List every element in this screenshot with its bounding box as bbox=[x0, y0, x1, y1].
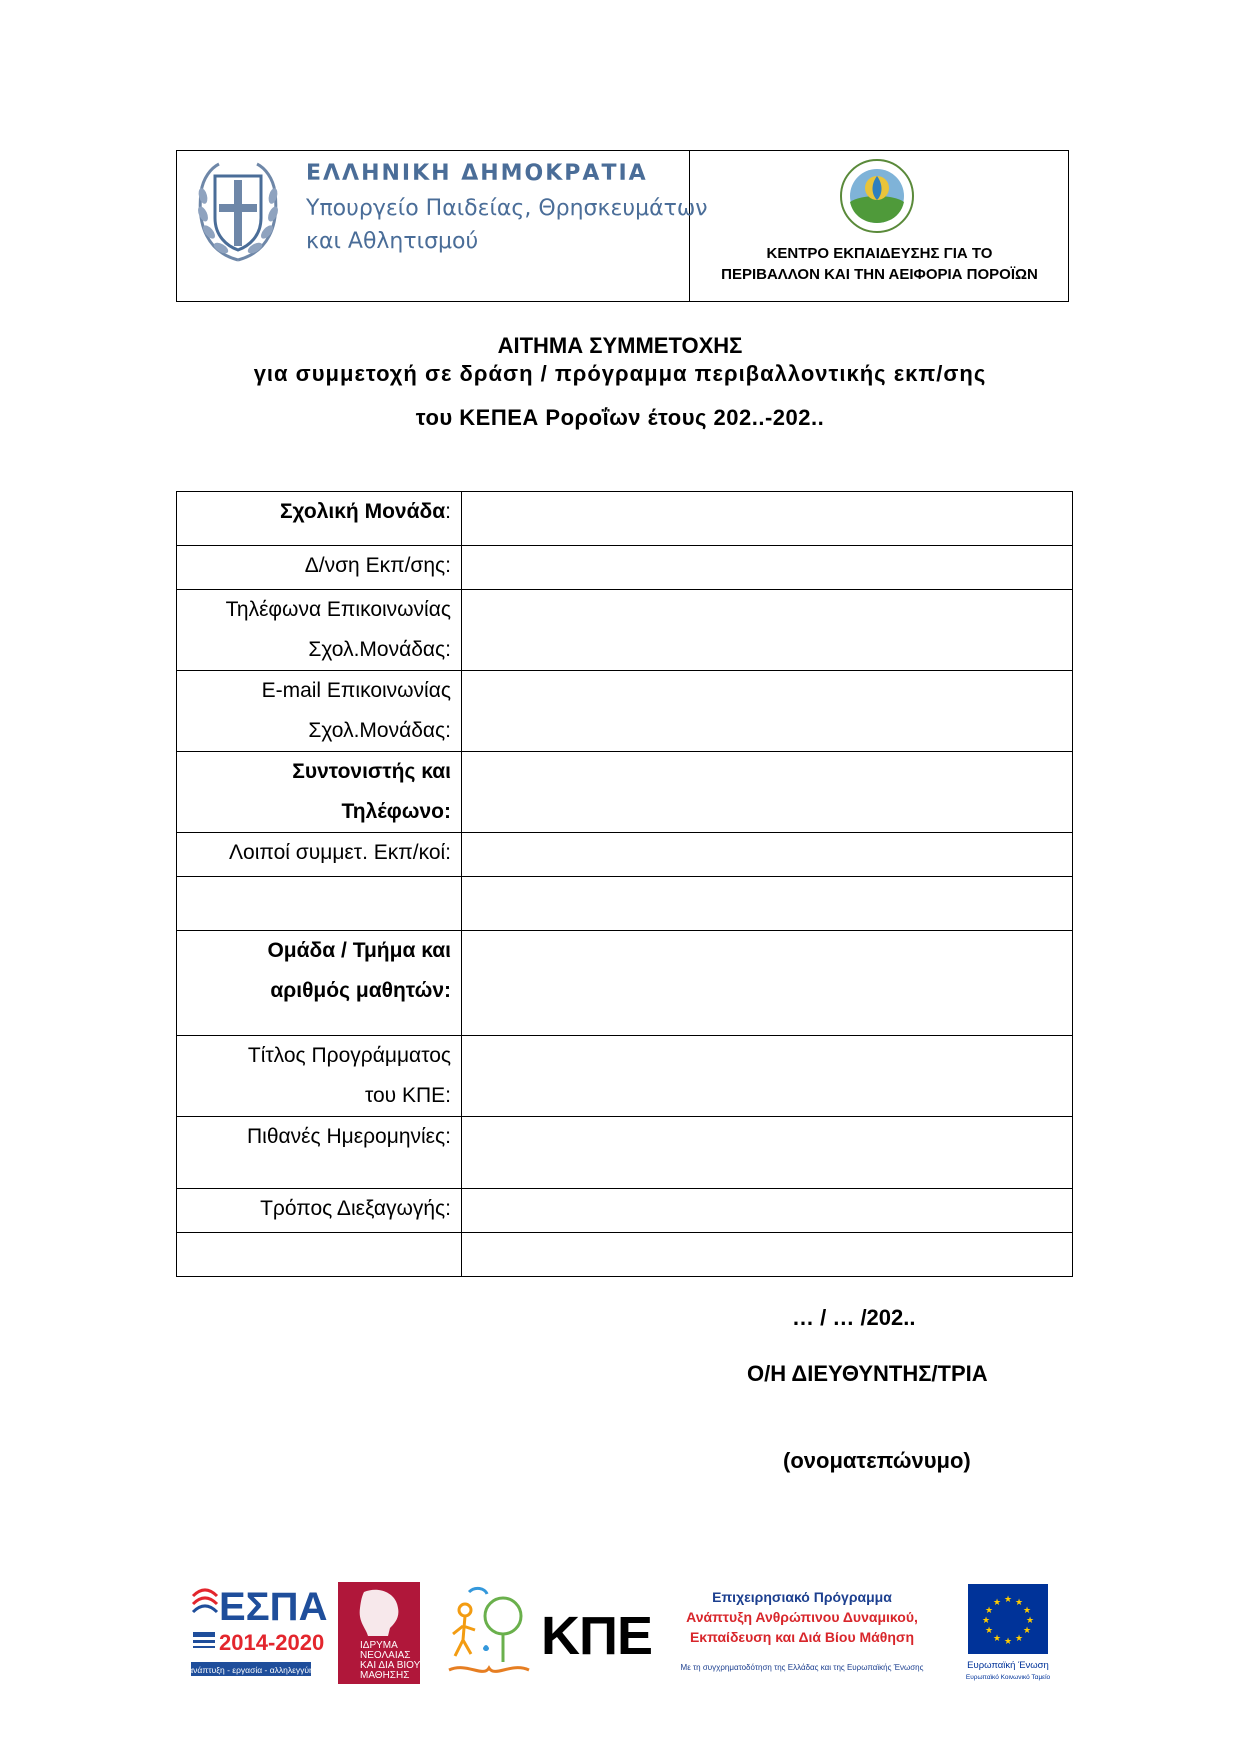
operational-programme-logo-icon bbox=[678, 1582, 926, 1682]
field-value-conduct-method[interactable] bbox=[462, 1189, 1073, 1233]
espa-years: 2014-2020 bbox=[219, 1630, 325, 1655]
table-row bbox=[177, 492, 1073, 546]
field-label-school-phones: Τηλέφωνα Επικοινωνίας Σχολ.Μονάδας: bbox=[177, 590, 462, 671]
signature-role: Ο/Η ΔΙΕΥΘΥΝΤΗΣ/ΤΡΙΑ bbox=[747, 1361, 988, 1386]
signature-name-placeholder: (ονοματεπώνυμο) bbox=[783, 1448, 971, 1473]
field-label-program-title: Τίτλος Προγράμματος του ΚΠΕ: bbox=[177, 1036, 462, 1117]
field-value-blank-1[interactable] bbox=[462, 877, 1073, 931]
table-row bbox=[177, 590, 1073, 671]
application-form-table bbox=[176, 491, 1073, 1277]
svg-text:★: ★ bbox=[1003, 1637, 1013, 1647]
table-row bbox=[177, 1036, 1073, 1117]
field-label-school-unit: Σχολική Μονάδα: bbox=[177, 492, 462, 546]
field-label-coordinator-phone: Συντονιστής και Τηλέφωνο: bbox=[177, 752, 462, 833]
form-subtitle-line1: για συμμετοχή σε δράση / πρόγραμμα περιβαλλοντικής εκπ/σης bbox=[253, 361, 987, 386]
field-value-possible-dates[interactable] bbox=[462, 1117, 1073, 1189]
ministry-title: ΕΛΛΗΝΙΚΗ ΔΗΜΟΚΡΑΤΙΑ bbox=[306, 161, 648, 186]
svg-text:★: ★ bbox=[1022, 1606, 1032, 1616]
eu-line1: Ευρωπαϊκή Ένωση bbox=[967, 1660, 1049, 1671]
kpe-nature-graphic-icon bbox=[443, 1582, 535, 1684]
table-row bbox=[177, 931, 1073, 1036]
field-label-education-directorate: Δ/νση Εκπ/σης: bbox=[177, 546, 462, 590]
kpe-wordmark: ΚΠΕ bbox=[541, 1606, 653, 1666]
svg-text:★: ★ bbox=[984, 1626, 994, 1636]
svg-text:★: ★ bbox=[1014, 1598, 1024, 1608]
field-label-blank-2 bbox=[177, 1233, 462, 1277]
op-line2: Ανάπτυξη Ανθρώπινου Δυναμικού, bbox=[686, 1609, 918, 1625]
center-name-line1: ΚΕΝΤΡΟ ΕΚΠΑΙΔΕΥΣΗΣ ΓΙΑ ΤΟ bbox=[766, 245, 993, 262]
center-name-line2: ΠΕΡΙΒΑΛΛΟΝ ΚΑΙ ΤΗΝ ΑΕΙΦΟΡΙΑ ΠΟΡΟΪΩΝ bbox=[721, 266, 1038, 283]
inedivim-line3: ΚΑΙ ΔΙΑ ΒΙΟΥ bbox=[360, 1660, 421, 1671]
table-row bbox=[177, 1117, 1073, 1189]
svg-text:★: ★ bbox=[981, 1616, 991, 1626]
svg-text:★: ★ bbox=[984, 1606, 994, 1616]
eu-flag-logo-icon bbox=[966, 1582, 1050, 1684]
inedivim-line2: ΝΕΟΛΑΙΑΣ bbox=[360, 1650, 411, 1661]
form-title: ΑΙΤΗΜΑ ΣΥΜΜΕΤΟΧΗΣ bbox=[497, 333, 743, 358]
espa-logo-icon bbox=[188, 1582, 328, 1682]
op-line3: Εκπαίδευση και Διά Βίου Μάθηση bbox=[689, 1629, 915, 1645]
field-value-school-email[interactable] bbox=[462, 671, 1073, 752]
field-value-other-teachers[interactable] bbox=[462, 833, 1073, 877]
espa-tagline: ανάπτυξη - εργασία - αλληλεγγύη bbox=[188, 1665, 314, 1675]
field-label-conduct-method: Τρόπος Διεξαγωγής: bbox=[177, 1189, 462, 1233]
field-label-blank-1 bbox=[177, 877, 462, 931]
table-row bbox=[177, 671, 1073, 752]
form-subtitle-line2: του ΚΕΠΕΑ Poροΐων έτους 202..-202.. bbox=[415, 405, 825, 430]
table-row bbox=[177, 1233, 1073, 1277]
field-label-school-email: E-mail Επικοινωνίας Σχολ.Μονάδας: bbox=[177, 671, 462, 752]
svg-text:★: ★ bbox=[992, 1634, 1002, 1644]
table-row bbox=[177, 1189, 1073, 1233]
svg-text:★: ★ bbox=[1003, 1595, 1013, 1605]
svg-text:★: ★ bbox=[1025, 1616, 1035, 1626]
table-row bbox=[177, 833, 1073, 877]
table-row bbox=[177, 877, 1073, 931]
svg-text:★: ★ bbox=[1014, 1634, 1024, 1644]
inedivim-line4: ΜΑΘΗΣΗΣ bbox=[360, 1670, 410, 1681]
signature-date: … / … /202.. bbox=[792, 1305, 916, 1330]
svg-text:★: ★ bbox=[992, 1598, 1002, 1608]
espa-name: ΕΣΠΑ bbox=[219, 1585, 328, 1629]
svg-text:★: ★ bbox=[1022, 1626, 1032, 1636]
ministry-name-line2: και Αθλητισμού bbox=[306, 229, 479, 254]
field-value-group-students[interactable] bbox=[462, 931, 1073, 1036]
field-label-possible-dates: Πιθανές Ημερομηνίες: bbox=[177, 1117, 462, 1189]
field-label-other-teachers: Λοιποί συμμετ. Εκπ/κοί: bbox=[177, 833, 462, 877]
field-label-group-students: Ομάδα / Τμήμα και αριθμός μαθητών: bbox=[177, 931, 462, 1036]
field-value-program-title[interactable] bbox=[462, 1036, 1073, 1117]
field-value-coordinator-phone[interactable] bbox=[462, 752, 1073, 833]
kepea-poroi-logo-icon bbox=[839, 158, 915, 234]
field-value-blank-2[interactable] bbox=[462, 1233, 1073, 1277]
greek-coat-of-arms-icon bbox=[193, 156, 283, 266]
table-row bbox=[177, 546, 1073, 590]
table-row bbox=[177, 752, 1073, 833]
field-value-education-directorate[interactable] bbox=[462, 546, 1073, 590]
ministry-name-line1: Υπουργείο Παιδείας, Θρησκευμάτων bbox=[306, 196, 708, 221]
field-value-school-phones[interactable] bbox=[462, 590, 1073, 671]
op-line4: Με τη συγχρηματοδότηση της Ελλάδας και της Ευρωπαϊκής Ένωσης bbox=[680, 1663, 924, 1672]
op-line1: Επιχειρησιακό Πρόγραμμα bbox=[712, 1589, 892, 1605]
inedivim-line1: ΙΔΡΥΜΑ bbox=[360, 1640, 398, 1651]
inedivim-logo-icon bbox=[338, 1582, 420, 1684]
eu-line2: Ευρωπαϊκό Κοινωνικό Ταμείο bbox=[965, 1674, 1051, 1681]
field-value-school-unit[interactable] bbox=[462, 492, 1073, 546]
